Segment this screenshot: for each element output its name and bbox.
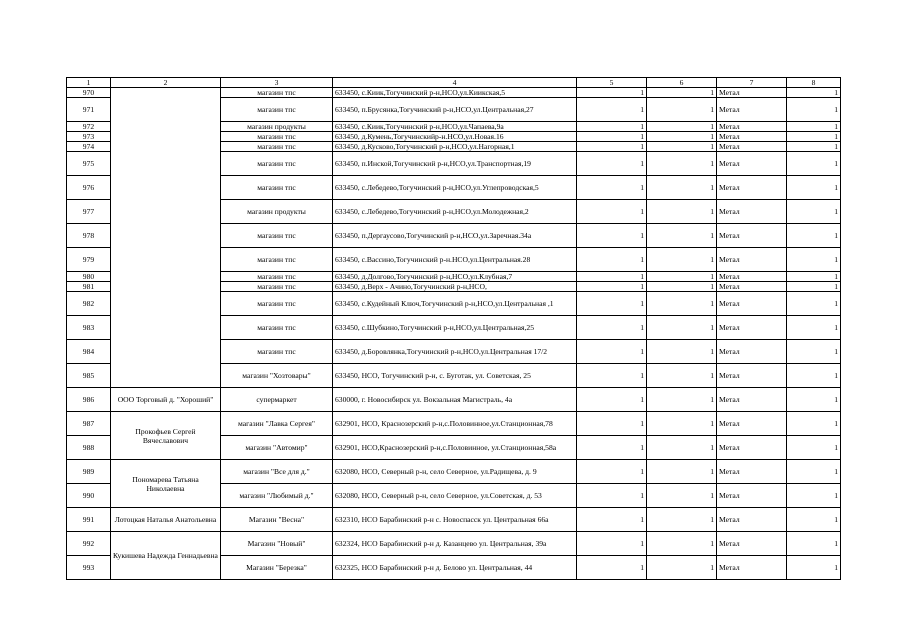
row-number-cell: 983 [67,316,111,340]
owner-cell [111,88,221,388]
count-cell: 1 [577,272,647,282]
table-row [67,508,841,532]
owner-cell: Кукишева Надежда Геннадьевна [111,532,221,580]
count-cell: 1 [787,292,841,316]
row-number-cell: 988 [67,436,111,460]
column-number: 5 [577,78,647,88]
count-cell: 1 [787,340,841,364]
object-type-cell: магазин "Любимый д." [221,484,333,508]
count-cell: 1 [647,282,717,292]
address-cell: 633450, с.Кудейный Ключ,Тогучинский р-н,НСО,ул.Центральная ,1 [333,292,577,316]
object-type-cell: Магазин "Весна" [221,508,333,532]
column-number: 7 [717,78,787,88]
owner-cell: Лотоцкая Наталья Анатольевна [111,508,221,532]
address-cell: 632325, НСО Барабинский р-н д. Белово ул. Центральная, 44 [333,556,577,580]
address-cell: 633450, НСО, Тогучинский р-н, с. Буготак, ул. Советская, 25 [333,364,577,388]
row-number-cell: 986 [67,388,111,412]
count-cell: 1 [647,132,717,142]
count-cell: 1 [647,272,717,282]
count-cell: 1 [647,248,717,272]
material-cell: Метал [717,248,787,272]
count-cell: 1 [577,292,647,316]
count-cell: 1 [787,556,841,580]
material-cell: Метал [717,532,787,556]
object-type-cell: магазин тпс [221,98,333,122]
table-row [67,460,841,484]
row-number-cell: 981 [67,282,111,292]
address-cell: 633450, д.Долгово,Тогучинский р-н,НСО,ул.Клубная,7 [333,272,577,282]
count-cell: 1 [577,224,647,248]
row-number-cell: 984 [67,340,111,364]
count-cell: 1 [577,200,647,224]
address-cell: 633450, п.Инской,Тогучинский р-н,НСО,ул.Транспортная,19 [333,152,577,176]
registry-table [66,77,841,580]
count-cell: 1 [787,316,841,340]
count-cell: 1 [787,532,841,556]
material-cell: Метал [717,412,787,436]
object-type-cell: магазин "Хозтовары" [221,364,333,388]
row-number-cell: 992 [67,532,111,556]
address-cell: 633450, с.Вассино,Тогучинский р-н.НСО,ул.Центральная.28 [333,248,577,272]
row-number-cell: 991 [67,508,111,532]
row-number-cell: 978 [67,224,111,248]
count-cell: 1 [577,142,647,152]
count-cell: 1 [647,484,717,508]
address-cell: 632901, НСО, Краснозерский р-н,с.Половинное,ул.Станционная,78 [333,412,577,436]
object-type-cell: магазин тпс [221,292,333,316]
count-cell: 1 [577,88,647,98]
material-cell: Метал [717,316,787,340]
count-cell: 1 [787,508,841,532]
address-cell: 633450, с.Киик,Тогучинский р-н,НСО,ул.Киикская,5 [333,88,577,98]
count-cell: 1 [577,340,647,364]
count-cell: 1 [577,122,647,132]
table-body [67,78,841,580]
count-cell: 1 [787,272,841,282]
address-cell: 633450, с.Шубкино,Тогучинский р-н,НСО,ул.Центральная,25 [333,316,577,340]
count-cell: 1 [787,176,841,200]
material-cell: Метал [717,292,787,316]
object-type-cell: магазин тпс [221,88,333,98]
count-cell: 1 [647,98,717,122]
count-cell: 1 [647,142,717,152]
material-cell: Метал [717,200,787,224]
column-number: 3 [221,78,333,88]
object-type-cell: магазин тпс [221,272,333,282]
object-type-cell: магазин "Все для д." [221,460,333,484]
count-cell: 1 [577,484,647,508]
object-type-cell: магазин тпс [221,142,333,152]
object-type-cell: магазин тпс [221,316,333,340]
count-cell: 1 [787,224,841,248]
row-number-cell: 974 [67,142,111,152]
count-cell: 1 [577,460,647,484]
material-cell: Метал [717,272,787,282]
owner-cell: Прокофьев Сергей Вячеславович [111,412,221,460]
column-number: 8 [787,78,841,88]
column-number: 1 [67,78,111,88]
count-cell: 1 [577,364,647,388]
count-cell: 1 [577,556,647,580]
count-cell: 1 [577,98,647,122]
count-cell: 1 [647,532,717,556]
count-cell: 1 [787,282,841,292]
count-cell: 1 [647,152,717,176]
material-cell: Метал [717,132,787,142]
material-cell: Метал [717,142,787,152]
row-number-cell: 979 [67,248,111,272]
row-number-cell: 990 [67,484,111,508]
material-cell: Метал [717,282,787,292]
object-type-cell: Магазин "Березка" [221,556,333,580]
object-type-cell: магазин продукты [221,122,333,132]
owner-cell: Пономарева Татьяна Николаевна [111,460,221,508]
count-cell: 1 [577,412,647,436]
count-cell: 1 [577,436,647,460]
count-cell: 1 [787,248,841,272]
row-number-cell: 993 [67,556,111,580]
table-row [67,88,841,98]
count-cell: 1 [647,412,717,436]
count-cell: 1 [787,200,841,224]
count-cell: 1 [577,176,647,200]
material-cell: Метал [717,508,787,532]
address-cell: 632310, НСО Барабинский р-н с. Новоспасск ул. Центральная 66а [333,508,577,532]
count-cell: 1 [787,142,841,152]
material-cell: Метал [717,340,787,364]
address-cell: 632080, НСО, Северный р-н, село Северное, ул.Радищева, д. 9 [333,460,577,484]
row-number-cell: 989 [67,460,111,484]
material-cell: Метал [717,176,787,200]
object-type-cell: магазин тпс [221,176,333,200]
row-number-cell: 976 [67,176,111,200]
count-cell: 1 [787,460,841,484]
count-cell: 1 [787,412,841,436]
count-cell: 1 [787,388,841,412]
row-number-cell: 980 [67,272,111,282]
address-cell: 633450, д.Боровлянка,Тогучинский р-н,НСО,ул.Центральная 17/2 [333,340,577,364]
row-number-cell: 972 [67,122,111,132]
material-cell: Метал [717,88,787,98]
object-type-cell: магазин тпс [221,340,333,364]
row-number-cell: 971 [67,98,111,122]
count-cell: 1 [577,152,647,176]
count-cell: 1 [787,122,841,132]
column-number: 6 [647,78,717,88]
row-number-cell: 987 [67,412,111,436]
count-cell: 1 [647,364,717,388]
count-cell: 1 [577,248,647,272]
address-cell: 633450, с.Лебедево,Тогучинский р-н,НСО,ул.Молодежная,2 [333,200,577,224]
object-type-cell: магазин тпс [221,248,333,272]
count-cell: 1 [787,132,841,142]
object-type-cell: магазин тпс [221,132,333,142]
count-cell: 1 [647,224,717,248]
address-cell: 633450, п.Брусянка,Тогучинский р-н,НСО,ул.Центральная,27 [333,98,577,122]
material-cell: Метал [717,152,787,176]
address-cell: 632080, НСО, Северный р-н, село Северное, ул.Советская, д. 53 [333,484,577,508]
count-cell: 1 [577,282,647,292]
count-cell: 1 [577,132,647,142]
column-number: 4 [333,78,577,88]
material-cell: Метал [717,436,787,460]
address-cell: 633450, д.Кусково,Тогучинский р-н,НСО,ул.Нагорная,1 [333,142,577,152]
object-type-cell: магазин тпс [221,152,333,176]
count-cell: 1 [647,388,717,412]
object-type-cell: магазин тпс [221,224,333,248]
count-cell: 1 [787,152,841,176]
table-row [67,388,841,412]
table-row [67,412,841,436]
row-number-cell: 973 [67,132,111,142]
address-cell: 630000, г. Новосибирск ул. Вокзальная Магистраль, 4а [333,388,577,412]
material-cell: Метал [717,556,787,580]
count-cell: 1 [647,176,717,200]
object-type-cell: магазин продукты [221,200,333,224]
material-cell: Метал [717,364,787,388]
table-row [67,532,841,556]
row-number-cell: 985 [67,364,111,388]
material-cell: Метал [717,98,787,122]
count-cell: 1 [647,122,717,132]
address-cell: 633450, п.Дергаусово,Тогучинский р-н,НСО,ул.Заречная.34а [333,224,577,248]
row-number-cell: 970 [67,88,111,98]
count-cell: 1 [647,88,717,98]
address-cell: 633450, д.Кумень,Тогучинскийр-н.НСО,ул.Новая.16 [333,132,577,142]
count-cell: 1 [647,508,717,532]
count-cell: 1 [577,532,647,556]
count-cell: 1 [647,556,717,580]
count-cell: 1 [787,98,841,122]
address-cell: 632324, НСО Барабинский р-н д. Казанцево ул. Центральная, 39а [333,532,577,556]
object-type-cell: магазин "Автомир" [221,436,333,460]
address-cell: 633450, с.Киик,Тогучинский р-н,НСО,ул.Чапаева,9а [333,122,577,132]
object-type-cell: магазин "Лавка Сергея" [221,412,333,436]
row-number-cell: 977 [67,200,111,224]
row-number-cell: 975 [67,152,111,176]
count-cell: 1 [647,460,717,484]
count-cell: 1 [577,508,647,532]
address-cell: 633450, с.Лебедево,Тогучинский р-н,НСО,ул.Углепроводская,5 [333,176,577,200]
count-cell: 1 [647,340,717,364]
address-cell: 633450, д.Верх - Ачино,Тогучинский р-н,НСО, [333,282,577,292]
count-cell: 1 [787,88,841,98]
count-cell: 1 [647,200,717,224]
row-number-cell: 982 [67,292,111,316]
owner-cell: ООО Торговый д. "Хороший" [111,388,221,412]
count-cell: 1 [787,436,841,460]
count-cell: 1 [647,292,717,316]
object-type-cell: супермаркет [221,388,333,412]
material-cell: Метал [717,224,787,248]
count-cell: 1 [647,436,717,460]
column-number: 2 [111,78,221,88]
material-cell: Метал [717,388,787,412]
object-type-cell: магазин тпс [221,282,333,292]
material-cell: Метал [717,484,787,508]
count-cell: 1 [577,388,647,412]
count-cell: 1 [577,316,647,340]
object-type-cell: Магазин "Новый" [221,532,333,556]
material-cell: Метал [717,460,787,484]
count-cell: 1 [647,316,717,340]
column-number-row [67,78,841,88]
count-cell: 1 [787,364,841,388]
count-cell: 1 [787,484,841,508]
address-cell: 632901, НСО,Краснозерский р-н,с.Половинное, ул.Станционная,58а [333,436,577,460]
material-cell: Метал [717,122,787,132]
